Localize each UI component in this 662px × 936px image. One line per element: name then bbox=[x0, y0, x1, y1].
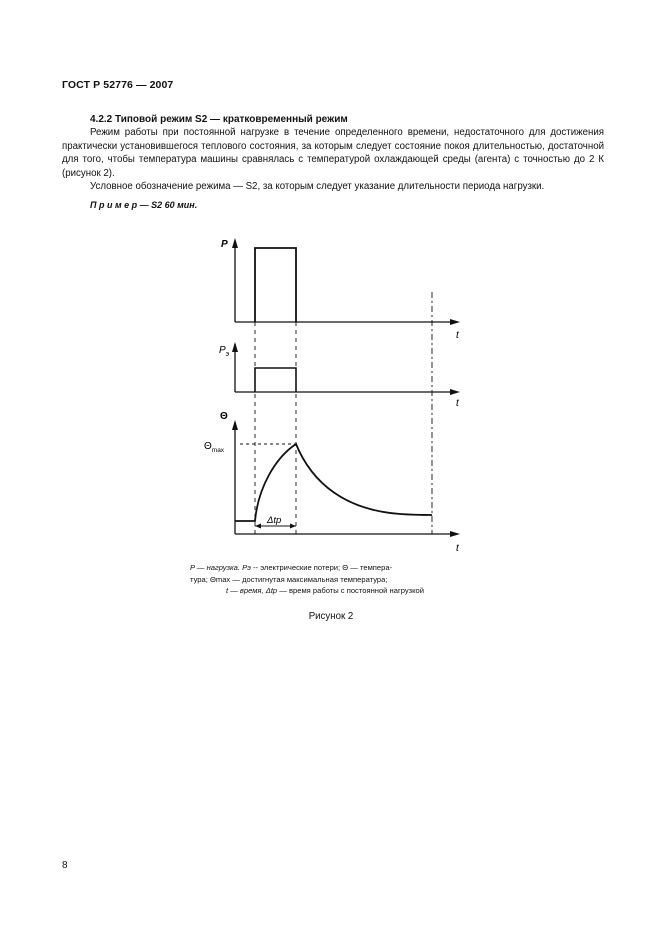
caption-line-2: тура; Θmax — достигнутая максимальная температура; bbox=[190, 574, 388, 584]
pe-time-arrow bbox=[450, 389, 460, 395]
caption-line-1: P — нагрузка. Pэ -- электрические потери; Θ — темпера- bbox=[190, 563, 393, 572]
theta-time-arrow bbox=[450, 531, 460, 537]
theta-max-label: $\Theta_{max}$ bbox=[204, 441, 225, 454]
pe-time-label: t bbox=[456, 398, 459, 409]
delta-t-arrow-left bbox=[255, 524, 261, 529]
caption-line-3: t — время, Δtр — время работы с постоянной нагрузкой bbox=[225, 586, 425, 595]
p-time-label: t bbox=[456, 330, 459, 341]
pe-axis-arrow bbox=[232, 342, 238, 352]
example-note: П р и м е р — S2 60 мин. bbox=[90, 200, 198, 210]
section-paragraph-1: Режим работы при постоянной нагрузке в течение определенного времени, недостаточного для достижения практически установившегося теплового состояния, за которым следует состояние покоя длительностью, достаточной для того, чтобы температура машины сравнялась с температурой охлаждающей среды (агента) с точностью до 2 К (рисунок 2). bbox=[62, 127, 604, 179]
load-pulse bbox=[255, 248, 296, 322]
temperature-panel bbox=[204, 411, 460, 554]
duty-cycle-diagram bbox=[200, 228, 470, 560]
temperature-curve bbox=[235, 444, 432, 521]
duty-cycle-figure bbox=[200, 228, 470, 565]
theta-axis-label: Θ bbox=[220, 411, 228, 422]
delta-t-arrow-right bbox=[290, 524, 296, 529]
section-paragraph-2: Условное обозначение режима — S2, за которым следует указание длительности периода нагрузки. bbox=[90, 181, 545, 192]
losses-pulse bbox=[255, 368, 296, 392]
theta-axis-arrow bbox=[232, 420, 238, 430]
losses-panel bbox=[219, 342, 460, 409]
delta-t-label: Δtр bbox=[267, 515, 282, 526]
section-title: 4.2.2 Типовой режим S2 — кратковременный режим bbox=[90, 114, 348, 125]
pe-axis-label: $P_э$ bbox=[219, 345, 230, 358]
figure-title: Рисунок 2 bbox=[308, 611, 354, 622]
figure-caption bbox=[190, 562, 460, 597]
document-header: ГОСТ Р 52776 — 2007 bbox=[62, 79, 174, 91]
theta-time-label: t bbox=[456, 543, 459, 554]
p-axis-arrow bbox=[232, 238, 238, 248]
load-panel bbox=[221, 238, 460, 341]
p-time-arrow bbox=[450, 319, 460, 325]
p-axis-label: P bbox=[221, 239, 228, 250]
page-number: 8 bbox=[62, 860, 68, 871]
